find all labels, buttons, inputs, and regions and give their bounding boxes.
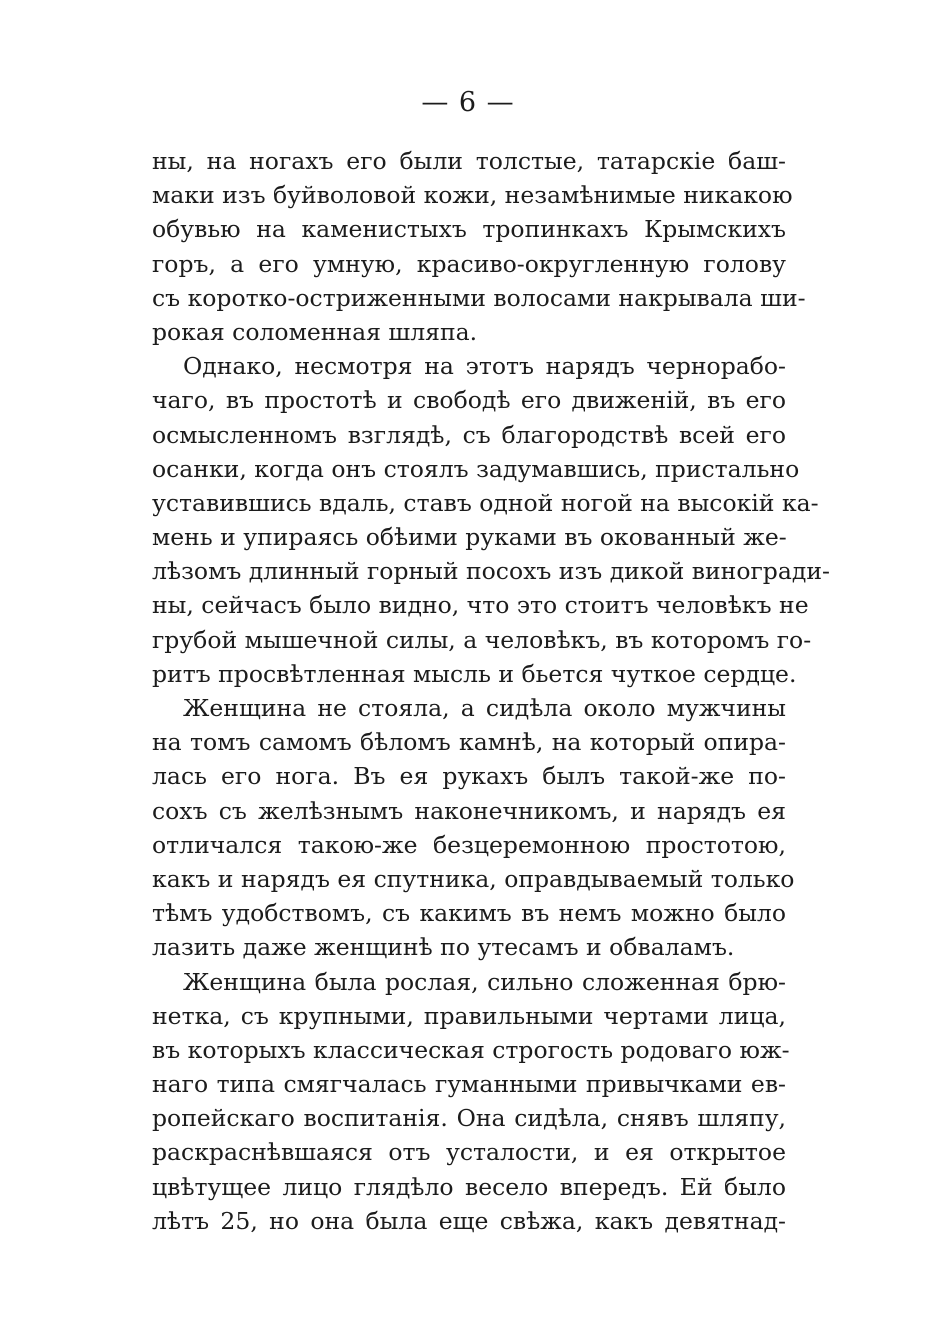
text-line: осанки, когда онъ стоялъ задумавшись, пристально bbox=[152, 454, 800, 483]
text-line: лазить даже женщинѣ по утесамъ и обваламъ. bbox=[152, 933, 735, 962]
text-line: наго типа смягчалась гуманными привычками ев- bbox=[152, 1070, 786, 1099]
text-line: Женщина была рослая, сильно сложенная брю- bbox=[183, 967, 786, 996]
text-line: лѣзомъ длинный горный посохъ изъ дикой виногради- bbox=[152, 557, 830, 586]
paragraph bbox=[152, 965, 790, 1239]
text-line: лѣтъ 25, но она была еще свѣжа, какъ девятнад- bbox=[152, 1206, 786, 1235]
text-line: уставившись вдаль, ставъ одной ногой на высокій ка- bbox=[152, 488, 819, 517]
text-line: на томъ самомъ бѣломъ камнѣ, на который опира- bbox=[152, 728, 786, 757]
paragraph bbox=[152, 349, 830, 691]
paragraph bbox=[152, 691, 795, 965]
text-line: ритъ просвѣтленная мысль и бьется чуткое сердце. bbox=[152, 659, 797, 688]
text-line: раскраснѣвшаяся отъ усталости, и ея открытое bbox=[152, 1138, 786, 1167]
text-line: въ которыхъ классическая строгость родоваго юж- bbox=[152, 1035, 790, 1064]
text-line: горъ, а его умную, красиво-округленную голову bbox=[152, 249, 786, 278]
text-line: отличался такою-же безцеремонною простотою, bbox=[152, 830, 786, 859]
text-line: ны, сейчасъ было видно, что это стоитъ человѣкъ не bbox=[152, 591, 809, 620]
text-line: тѣмъ удобствомъ, съ какимъ въ немъ можно было bbox=[152, 899, 786, 928]
text-line: ны, на ногахъ его были толстые, татарскіе баш- bbox=[152, 147, 786, 175]
text-line: чаго, въ простотѣ и свободѣ его движеній, въ его bbox=[152, 386, 786, 415]
text-line: лась его нога. Въ ея рукахъ былъ такой-же по- bbox=[152, 762, 786, 791]
text-line: маки изъ буйволовой кожи, незамѣнимые никакою bbox=[152, 181, 793, 210]
paragraph bbox=[152, 144, 806, 349]
text-line: сохъ съ желѣзнымъ наконечникомъ, и нарядъ ея bbox=[152, 796, 786, 825]
text-line: нетка, съ крупными, правильными чертами лица, bbox=[152, 1001, 786, 1030]
text-line: съ коротко-остриженными волосами накрывала ши- bbox=[152, 283, 806, 312]
text-line: осмысленномъ взглядѣ, съ благородствѣ всей его bbox=[152, 420, 786, 449]
text-line: Однако, несмотря на этотъ нарядъ чернорабо- bbox=[183, 352, 786, 381]
body-text bbox=[152, 144, 830, 1238]
text-line: Женщина не стояла, а сидѣла около мужчины bbox=[183, 694, 786, 722]
page-number: — 6 — bbox=[421, 87, 515, 118]
text-line: цвѣтущее лицо глядѣло весело впередъ. Ей было bbox=[152, 1172, 786, 1201]
text-line: грубой мышечной силы, а человѣкъ, въ которомъ го- bbox=[152, 625, 812, 654]
text-line: мень и упираясь обѣими руками въ окованный же- bbox=[152, 523, 787, 552]
text-line: ропейскаго воспитанія. Она сидѣла, снявъ шляпу, bbox=[152, 1104, 786, 1133]
text-line: обувью на каменистыхъ тропинкахъ Крымскихъ bbox=[152, 215, 786, 244]
text-line: какъ и нарядъ ея спутника, оправдываемый только bbox=[152, 864, 795, 893]
text-line: рокая соломенная шляпа. bbox=[152, 317, 478, 346]
